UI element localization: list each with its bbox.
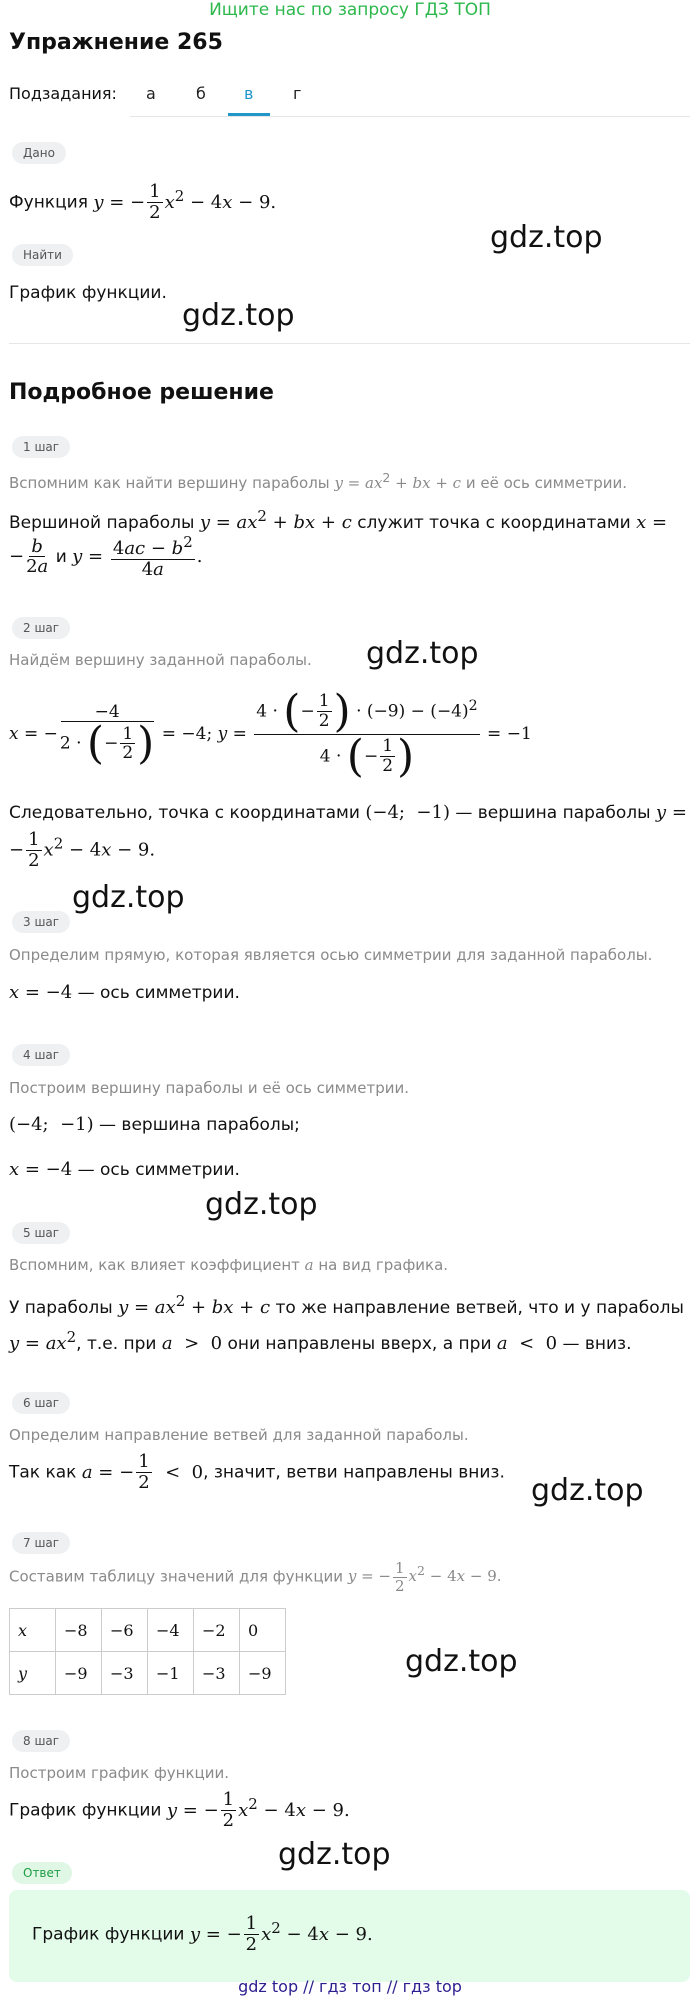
watermark: gdz.top	[366, 636, 479, 671]
table-row	[10, 1652, 286, 1695]
step-5-text-1: У параболы $y = ax^2$ + bx + c то же направление ветвей, что и у параболы	[9, 1292, 684, 1318]
footer-links[interactable]: gdz top // гдз топ // гдз top	[238, 1977, 462, 1996]
solution-title: Подробное решение	[9, 380, 274, 405]
table-cell: −3	[102, 1652, 148, 1695]
step-1-text: Вершиной параболы $y = ax^2$ + bx + c служит точка с координатами x =	[9, 507, 668, 533]
step-2-function: − $\frac{1}{2}$ $x^2 - 4x - 9$.	[9, 829, 156, 871]
step-6-hint: Определим направление ветвей для заданной параболы.	[9, 1426, 469, 1444]
tab-v[interactable]: в	[244, 84, 254, 103]
watermark: gdz.top	[72, 880, 185, 915]
table-row-head: x	[10, 1609, 56, 1652]
step-7-badge: 7 шаг	[12, 1532, 70, 1554]
given-text: Функция y = − $\frac{1}{2}$ $x^2 - 4x - 9$.	[9, 181, 277, 223]
step-8-hint: Построим график функции.	[9, 1764, 230, 1782]
step-3-text: x = −4 — ось симметрии.	[9, 982, 240, 1003]
watermark: gdz.top	[405, 1644, 518, 1679]
watermark: gdz.top	[278, 1837, 391, 1872]
table-row-head: y	[10, 1652, 56, 1695]
step-8-badge: 8 шаг	[12, 1730, 70, 1752]
step-4-text-2: x = −4 — ось симметрии.	[9, 1159, 240, 1180]
step-5-badge: 5 шаг	[12, 1222, 70, 1244]
step-6-text: Так как a = − $\frac{1}{2}$ < 0, значит, ветви направлены вниз.	[9, 1451, 505, 1493]
step-1-badge: 1 шаг	[12, 436, 70, 458]
tab-b[interactable]: б	[196, 84, 206, 103]
table-cell: −6	[102, 1609, 148, 1652]
table-cell: −3	[194, 1652, 240, 1695]
watermark: gdz.top	[182, 298, 295, 333]
step-4-badge: 4 шаг	[12, 1044, 70, 1066]
step-2-badge: 2 шаг	[12, 617, 70, 639]
step-2-text: Следовательно, точка с координатами (−4; −1) — вершина параболы y =	[9, 802, 687, 823]
watermark: gdz.top	[490, 220, 603, 255]
top-banner[interactable]: Ищите нас по запросу ГДЗ ТОП	[209, 0, 491, 20]
step-1-hint: Вспомним как найти вершину параболы $y = ax^2$ + bx + c и её ось симметрии.	[9, 470, 627, 492]
page-title: Упражнение 265	[9, 30, 223, 55]
find-badge: Найти	[12, 244, 73, 266]
table-cell: −4	[148, 1609, 194, 1652]
step-7-hint: Составим таблицу значений для функции y = − $\frac{1}{2}$ $x^2 - 4x - 9$.	[9, 1559, 502, 1595]
table-cell: −9	[56, 1652, 102, 1695]
tab-a[interactable]: а	[146, 84, 156, 103]
divider	[130, 116, 690, 117]
step-4-hint: Построим вершину параболы и её ось симметрии.	[9, 1079, 409, 1097]
table-row	[10, 1609, 286, 1652]
step-1-formula: − $\frac{b}{2a}$ и y = $\frac{4ac - b^2}{4a}$ .	[9, 533, 203, 580]
watermark: gdz.top	[531, 1473, 644, 1508]
answer-badge: Ответ	[12, 1862, 72, 1884]
step-3-hint: Определим прямую, которая является осью симметрии для заданной параболы.	[9, 946, 653, 964]
find-text: График функции.	[9, 283, 167, 303]
table-cell: −8	[56, 1609, 102, 1652]
step-2-hint: Найдём вершину заданной параболы.	[9, 651, 312, 669]
table-cell: −9	[240, 1652, 286, 1695]
step-5-hint: Вспомним, как влияет коэффициент a на вид графика.	[9, 1256, 449, 1274]
values-table	[9, 1608, 286, 1695]
table-cell: −2	[194, 1609, 240, 1652]
step-8-text: График функции y = − $\frac{1}{2}$ $x^2 - 4x - 9$.	[9, 1789, 350, 1831]
divider	[9, 343, 690, 344]
table-cell: 0	[240, 1609, 286, 1652]
table-cell: −1	[148, 1652, 194, 1695]
tab-g[interactable]: г	[293, 84, 302, 103]
step-4-text-1: (−4; −1) — вершина параболы;	[9, 1114, 300, 1135]
step-2-formula: x = − −4 2 · (− $\frac{1}{2}$ ) = −4; y = 4 · (− $\frac{1}{2}$ ) · $(-9) - (-4)^2$ 4 · (− $\frac{1}{2}$ ) = −1	[9, 686, 532, 782]
given-badge: Дано	[12, 142, 66, 164]
step-3-badge: 3 шаг	[12, 911, 70, 933]
subtasks-label: Подзадания:	[9, 84, 117, 103]
step-6-badge: 6 шаг	[12, 1392, 70, 1414]
step-5-text-2: $y = ax^2$, т.е. при a > 0 они направлены вверх, а при a < 0 — вниз.	[9, 1328, 632, 1354]
watermark: gdz.top	[205, 1187, 318, 1222]
answer-text: График функции y = − $\frac{1}{2}$ $x^2 - 4x - 9$.	[32, 1913, 373, 1955]
